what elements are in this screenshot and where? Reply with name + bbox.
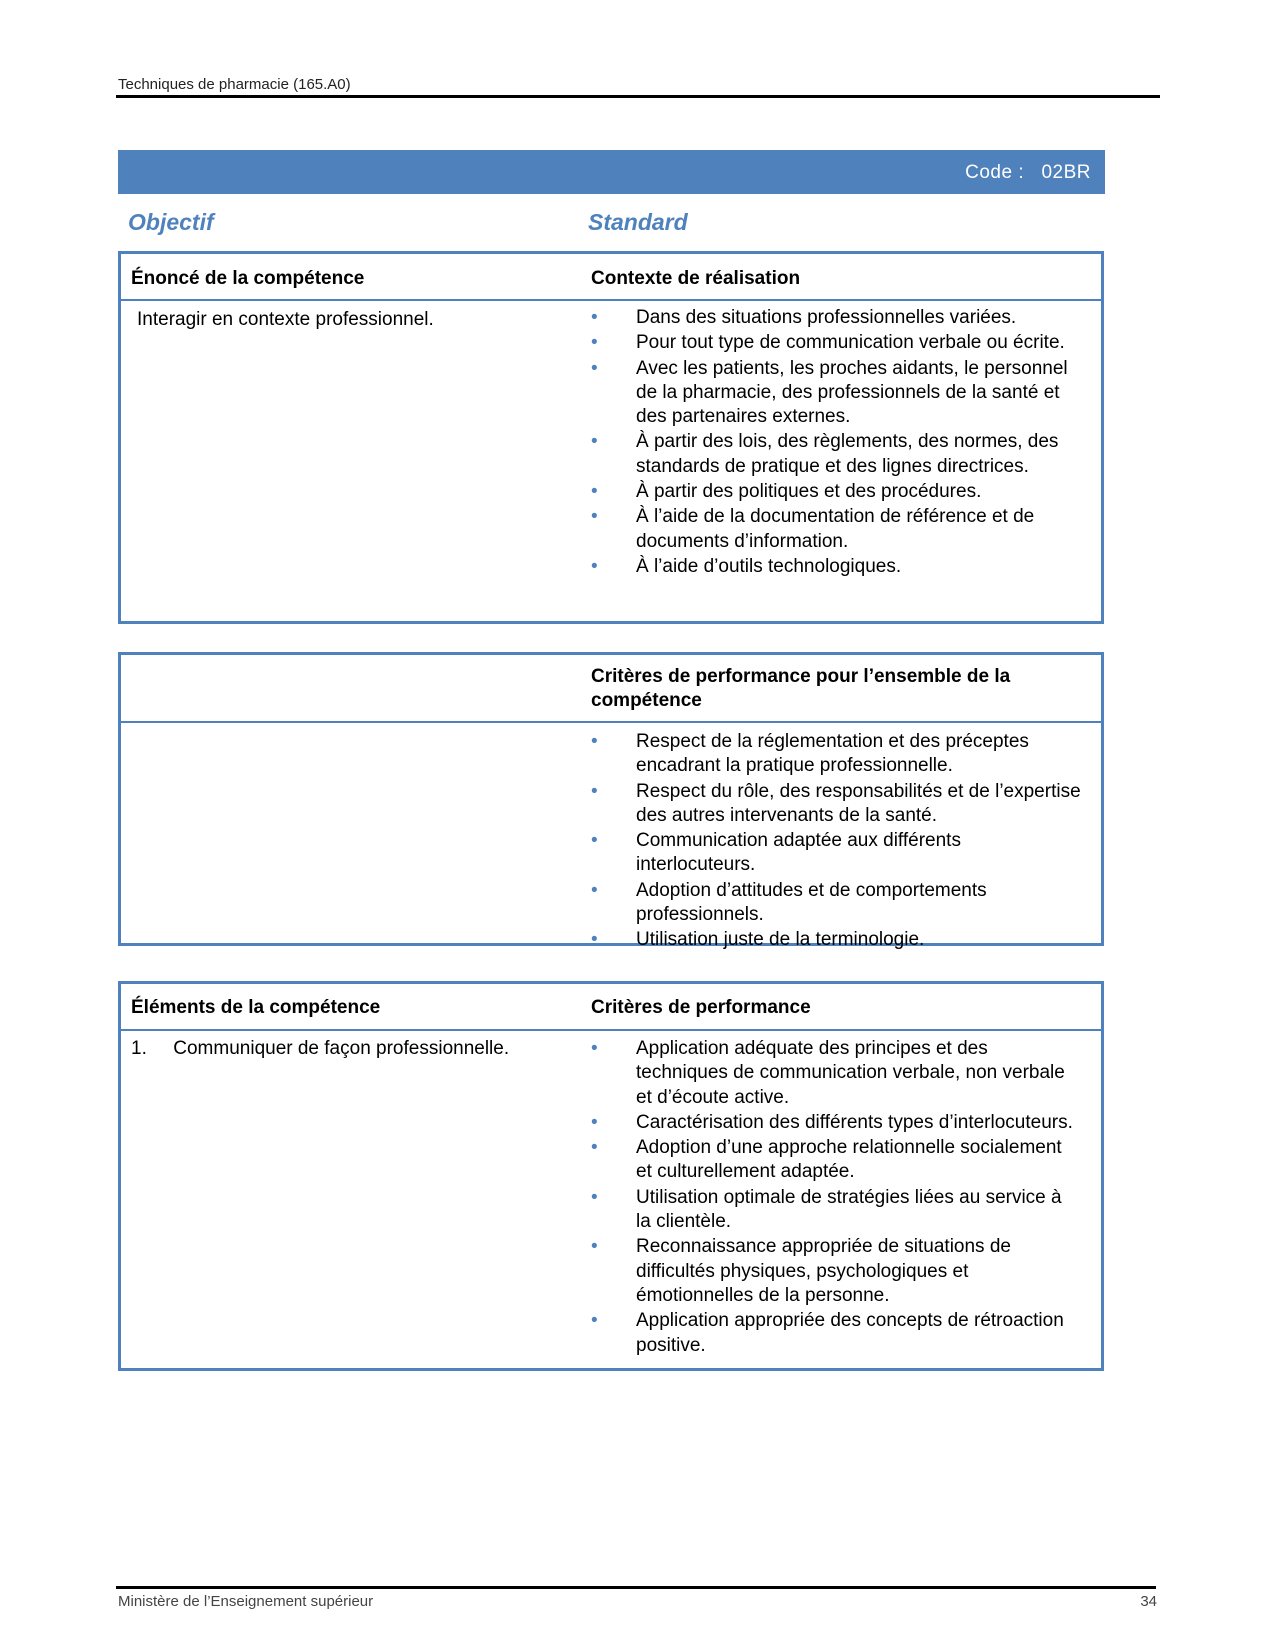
header-rule (116, 95, 1160, 98)
elements-heading: Éléments de la compétence (131, 997, 381, 1018)
overall-criteria-list (591, 730, 1081, 954)
competence-element (131, 1038, 509, 1060)
competence-statement-heading: Énoncé de la compétence (131, 268, 365, 289)
list-item: • Reconnaissance appropriée de situations de difficultés physiques, psychologiques et émotionnelles de la personne. (591, 1235, 1081, 1308)
list-item: • À partir des lois, des règlements, des normes, des standards de pratique et des lignes directrices. (591, 430, 1081, 479)
overall-criteria-table (118, 652, 1104, 951)
code-value: 02BR (1041, 162, 1091, 183)
table-header-row (121, 655, 1101, 723)
list-item: • Avec les patients, les proches aidants, le personnel de la pharmacie, des professionnels de la santé et des partenaires externes. (591, 357, 1081, 430)
list-item: • Application adéquate des principes et des techniques de communication verbale, non verbale et d’écoute active. (591, 1037, 1081, 1110)
list-item: • Adoption d’attitudes et de comportements professionnels. (591, 879, 1081, 928)
list-item: • Dans des situations professionnelles variées. (591, 306, 1081, 330)
table-header-row (121, 254, 1101, 301)
performance-criteria-list (591, 1037, 1081, 1359)
list-item: • Application appropriée des concepts de rétroaction positive. (591, 1309, 1081, 1358)
competence-statement: Interagir en contexte professionnel. (137, 309, 434, 330)
competency-code (965, 162, 1091, 184)
code-band (118, 150, 1105, 194)
code-label: Code : (965, 162, 1025, 183)
list-item: • Communication adaptée aux différents interlocuteurs. (591, 829, 1081, 878)
table-header-row (121, 984, 1101, 1031)
page-number: 34 (1140, 1593, 1157, 1610)
performance-criteria-heading: Critères de performance (591, 997, 811, 1018)
standard-heading: Standard (588, 209, 688, 235)
document-header-title: Techniques de pharmacie (165.A0) (118, 76, 351, 93)
context-list (591, 306, 1081, 580)
list-item: • Respect du rôle, des responsabilités et de l’expertise des autres intervenants de la santé. (591, 780, 1081, 829)
list-item: • Adoption d’une approche relationnelle socialement et culturellement adaptée. (591, 1136, 1081, 1185)
list-item: • Utilisation juste de la terminologie. (591, 928, 1081, 952)
list-item: • Respect de la réglementation et des préceptes encadrant la pratique professionnelle. (591, 730, 1081, 779)
footer-ministry: Ministère de l’Enseignement supérieur (118, 1593, 374, 1610)
competence-statement-table (118, 251, 1104, 624)
context-heading: Contexte de réalisation (591, 268, 801, 289)
objectif-heading: Objectif (128, 209, 214, 235)
list-item: • Caractérisation des différents types d’interlocuteurs. (591, 1111, 1081, 1135)
competence-elements-table (118, 981, 1104, 1371)
list-item: • Utilisation optimale de stratégies liées au service à la clientèle. (591, 1186, 1081, 1235)
overall-criteria-heading: Critères de performance pour l’ensemble de la compétence (591, 666, 1011, 711)
list-item: • À l’aide de la documentation de référence et de documents d’information. (591, 505, 1081, 554)
list-item: • Pour tout type de communication verbale ou écrite. (591, 331, 1081, 355)
list-item: • À l’aide d’outils technologiques. (591, 555, 1081, 579)
list-item: • À partir des politiques et des procédures. (591, 480, 1081, 504)
element-text: Communiquer de façon professionnelle. (173, 1038, 510, 1059)
footer-rule (116, 1586, 1156, 1589)
element-number: 1. (131, 1038, 147, 1059)
